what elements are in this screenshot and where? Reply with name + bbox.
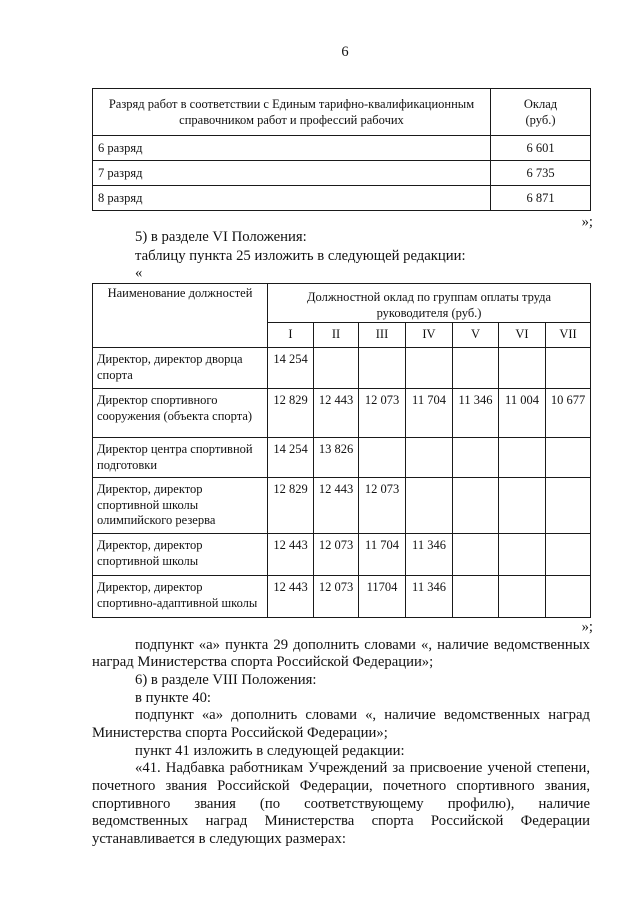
position-name-cell: [93, 478, 268, 534]
page-number: 6: [341, 44, 349, 60]
salary-value-cell: 10 677: [546, 389, 591, 438]
position-name-line: спортивно-адаптивной школы: [97, 595, 258, 610]
opening-quote: «: [135, 265, 143, 281]
salary-value-cell: 11 704: [359, 534, 406, 576]
position-name-line: спортивной школы: [97, 497, 199, 512]
table-row: [93, 348, 591, 389]
paragraph: [92, 743, 590, 761]
salary-value-cell: 12 443: [314, 389, 359, 438]
grade-cell: 6 разряд: [93, 136, 491, 161]
salary-cell: 6 871: [491, 186, 591, 211]
position-name-line: олимпийского резерва: [97, 513, 216, 527]
position-name-cell: [93, 348, 268, 389]
group-numeral-cell: I: [268, 323, 314, 348]
salary-value-cell: [453, 478, 499, 534]
salary-value-cell: 11 346: [453, 389, 499, 438]
salary-group-header-cell: [268, 284, 591, 323]
salary-value-cell: 12 073: [314, 576, 359, 618]
group-numeral-cell: VI: [499, 323, 546, 348]
grade-cell: 8 разряд: [93, 186, 491, 211]
salary-value-cell: 11 346: [406, 576, 453, 618]
salary-value-cell: [499, 534, 546, 576]
salary-value-cell: [406, 478, 453, 534]
salary-value-cell: 14 254: [268, 348, 314, 389]
position-name-line: подготовки: [97, 457, 158, 472]
salary-cell: 6 735: [491, 161, 591, 186]
paragraph-line: Министерства спорта Российской Федерации»;: [92, 725, 388, 742]
section-5-heading: 5) в разделе VI Положения:: [135, 229, 307, 245]
table-header-row: [93, 89, 591, 136]
paragraph: [92, 672, 590, 690]
salary-value-cell: [499, 478, 546, 534]
section-5-instruction: таблицу пункта 25 изложить в следующей редакции:: [135, 248, 466, 264]
salary-value-cell: [406, 438, 453, 478]
salary-value-cell: [546, 576, 591, 618]
salary-value-cell: 12 443: [314, 478, 359, 534]
paragraph-line: ведомственных наград Министерства спорта Российской Федерации: [92, 813, 590, 830]
salary-value-cell: 12 443: [268, 576, 314, 618]
salary-group-header-line: Должностной оклад по группам оплаты труда: [307, 290, 552, 304]
paragraph-line: «41. Надбавка работникам Учреждений за присвоение ученой степени,: [135, 760, 590, 777]
paragraph-line: устанавливается в следующих размерах:: [92, 830, 346, 847]
salary-value-cell: [546, 478, 591, 534]
salary-value-cell: 12 443: [268, 534, 314, 576]
paragraph: [92, 690, 590, 708]
paragraph-line: подпункт «а» дополнить словами «, наличие ведомственных наград: [135, 707, 590, 724]
salary-value-cell: [499, 576, 546, 618]
position-name-line: Директор центра спортивной: [97, 442, 253, 456]
salary-value-cell: [359, 438, 406, 478]
salary-value-cell: 14 254: [268, 438, 314, 478]
position-name-line: Директор спортивного: [97, 393, 218, 407]
salary-header-line: Оклад: [523, 97, 558, 111]
grade-header-line: Разряд работ в соответствии с Единым тарифно-квалификационным: [108, 97, 475, 111]
paragraph-line: наград Министерства спорта Российской Федерации»;: [92, 654, 434, 671]
salary-header-cell: [491, 89, 591, 136]
salary-value-cell: [314, 348, 359, 389]
paragraph-line: 6) в разделе VIII Положения:: [135, 672, 317, 689]
group-numeral-cell: VII: [546, 323, 591, 348]
grade-cell: 7 разряд: [93, 161, 491, 186]
grade-header-cell: [93, 89, 491, 136]
salary-value-cell: 12 829: [268, 478, 314, 534]
position-name-line: Директор, директор: [97, 580, 203, 594]
position-name-line: Директор, директор дворца: [97, 352, 243, 366]
salary-value-cell: 11 004: [499, 389, 546, 438]
group-numeral-cell: III: [359, 323, 406, 348]
paragraph-line: пункт 41 изложить в следующей редакции:: [135, 742, 405, 759]
table2-closing-quote: »;: [581, 619, 593, 636]
table-header-row: [93, 284, 591, 323]
position-name-cell: [93, 576, 268, 618]
group-numeral-cell: IV: [406, 323, 453, 348]
paragraph-line: в пункте 40:: [135, 689, 211, 706]
salary-value-cell: [499, 348, 546, 389]
position-name-line: спортивной школы: [97, 553, 199, 568]
table-row: [93, 389, 591, 438]
table1-closing-quote: »;: [581, 214, 593, 230]
group-numeral-cell: V: [453, 323, 499, 348]
paragraph-line: почетного звания Российской Федерации, почетного спортивного звания,: [92, 777, 590, 794]
salary-value-cell: 11704: [359, 576, 406, 618]
salary-group-header-line: руководителя (руб.): [376, 305, 482, 320]
group-numeral-cell: II: [314, 323, 359, 348]
salary-value-cell: [359, 348, 406, 389]
salary-value-cell: 12 829: [268, 389, 314, 438]
salary-value-cell: 12 073: [359, 478, 406, 534]
salary-value-cell: 11 346: [406, 534, 453, 576]
position-name-line: Директор, директор: [97, 538, 203, 552]
table-row: [93, 186, 591, 211]
salary-value-cell: 12 073: [359, 389, 406, 438]
salary-value-cell: [453, 534, 499, 576]
table-row: [93, 438, 591, 478]
salary-cell: 6 601: [491, 136, 591, 161]
paragraph: [92, 707, 590, 742]
salary-value-cell: [453, 576, 499, 618]
manager-salary-table: [92, 283, 591, 618]
table-row: [93, 136, 591, 161]
salary-value-cell: [546, 534, 591, 576]
salary-value-cell: [453, 348, 499, 389]
paragraph: [92, 637, 590, 672]
salary-value-cell: [546, 438, 591, 478]
salary-value-cell: 12 073: [314, 534, 359, 576]
position-name-line: сооружения (объекта спорта): [97, 408, 253, 423]
salary-value-cell: [499, 438, 546, 478]
grade-salary-table: [92, 88, 591, 211]
table-row: [93, 576, 591, 618]
position-header-cell: Наименование должностей: [93, 284, 268, 348]
table-row: [93, 478, 591, 534]
table-row: [93, 161, 591, 186]
grade-header-line: справочником работ и профессий рабочих: [179, 113, 404, 127]
position-name-line: спорта: [97, 367, 133, 382]
position-name-cell: [93, 438, 268, 478]
salary-value-cell: [406, 348, 453, 389]
position-name-line: Директор, директор: [97, 482, 203, 496]
paragraph-line: подпункт «а» пункта 29 дополнить словами «, наличие ведомственных: [135, 636, 590, 653]
salary-header-line: (руб.): [525, 113, 556, 127]
salary-value-cell: 11 704: [406, 389, 453, 438]
position-name-cell: [93, 534, 268, 576]
amendment-text: [92, 619, 593, 848]
paragraph: [92, 760, 590, 848]
salary-value-cell: [453, 438, 499, 478]
salary-value-cell: 13 826: [314, 438, 359, 478]
position-name-cell: [93, 389, 268, 438]
paragraph-line: спортивного звания (по соответствующему профилю), наличие: [92, 795, 590, 812]
table-row: [93, 534, 591, 576]
salary-value-cell: [546, 348, 591, 389]
